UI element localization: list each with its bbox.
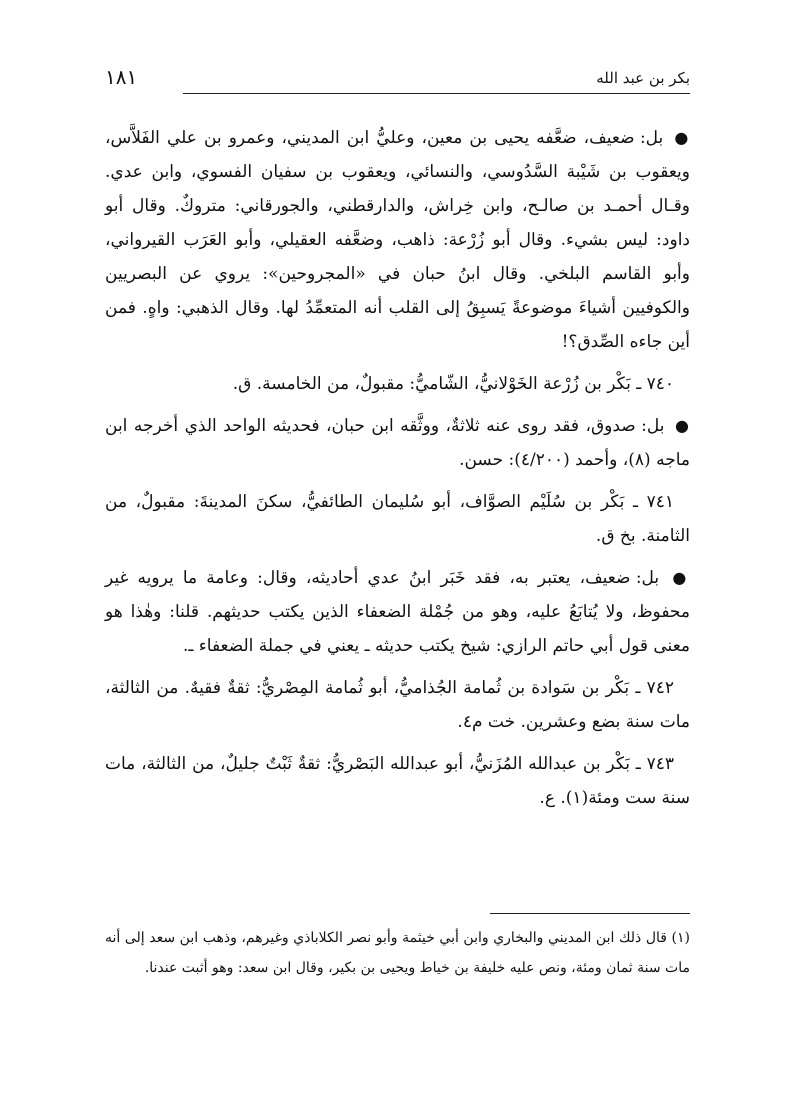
comment-text: بل: ضعيف، ضعَّفه يحيى بن معين، وعليُّ ابن المديني، وعمرو بن علي الفَلاَّس، ويعقوب بن شَيْبة السَّدُوسي، والنسائي، ويعقوب بن سفيان الفسوي، وابن عدي. وقـال أحمـد بن صالـح، وابن خِراش، والدارقطني، والجورقاني: متروكٌ. وقال أبو داود: ليس بشيء. وقال أبو زُرْعة: ذاهب، وضعَّفه العقيلي، وأبو العَرَب القيرواني، وأبو القاسم البلخي. وقال ابنُ حبان في «المجروحين»: يروي عن البصريين والكوفيين أشياءَ موضوعةً يَسبِقُ إلى القلب أنه المتعمِّدُ لها. وقال الذهبي: واهٍ. فمن أين جاءه الصِّدق؟! <box>105 128 690 352</box>
entry-743 <box>105 747 690 815</box>
footnote-rule <box>490 913 690 914</box>
entry-text: ٧٤٣ ـ بَكْر بن عبدالله المُزَنيُّ، أبو عبدالله البَصْريُّ: ثقةٌ ثَبْتٌ جليلٌ، من الثالثة، مات سنة ست ومئة(١). ع. <box>105 754 690 808</box>
entry-text: ٧٤١ ـ بَكْر بن سُلَيْم الصوَّاف، أبو سُليمان الطائفيُّ، سكنَ المدينةَ: مقبولٌ، من الثامنة. بخ ق. <box>105 492 690 546</box>
header-title: بكر بن عبد الله <box>596 69 690 87</box>
page-body <box>105 113 690 815</box>
bullet-icon: ● <box>674 416 690 435</box>
book-page <box>105 55 690 1095</box>
entry-text: ٧٤٠ ـ بَكْر بن زُرْعة الخَوْلانيُّ، الشّاميُّ: مقبولٌ، من الخامسة. ق. <box>232 374 674 394</box>
comment-text: بل: ضعيف، يعتبر به، فقد خَبَر ابنُ عدي أحاديثه، وقال: وعامة ما يرويه غير محفوظ، ولا يُتابَعُ عليه، وهو من جُمْلة الضعفاء الذين يكتب حديثهم. قلنا: وهٰذا هو معنى قول أبي حاتم الرازي: شيخ يكتب حديثه ـ يعني في جملة الضعفاء ـ. <box>105 568 690 656</box>
comment-paragraph <box>105 121 690 359</box>
bullet-icon: ● <box>672 568 691 587</box>
footnote: (١) قال ذلك ابن المديني والبخاري وابن أبي خيثمة وأبو نصر الكلاباذي وغيرهم، وذهب ابن سعد إلى أنه مات سنة ثمان ومئة، ونص عليه خليفة بن خياط ويحيى بن بكير، وقال ابن سعد: وهو أثبت عندنا. <box>105 930 690 976</box>
entry-742 <box>105 671 690 739</box>
comment-text: بل: صدوق، فقد روى عنه ثلاثةٌ، ووثَّقه ابن حبان، فحديثه الواحد الذي أخرجه ابن ماجه (٨)، وأحمد (٤/٢٠٠): حسن. <box>105 416 690 470</box>
header-rule <box>183 93 690 94</box>
running-header <box>105 63 690 97</box>
comment-paragraph <box>105 409 690 477</box>
entry-740 <box>105 367 690 401</box>
bullet-icon: ● <box>674 128 690 147</box>
page-number: ١٨١ <box>105 65 138 89</box>
entry-741 <box>105 485 690 553</box>
comment-paragraph <box>105 561 690 663</box>
entry-text: ٧٤٢ ـ بَكْر بن سَوادة بن ثُمامة الجُذاميُّ، أبو ثُمامة المِصْريُّ: ثقةٌ فقيهٌ. من الثالثة، مات سنة بضع وعشرين. خت م٤. <box>105 678 690 732</box>
